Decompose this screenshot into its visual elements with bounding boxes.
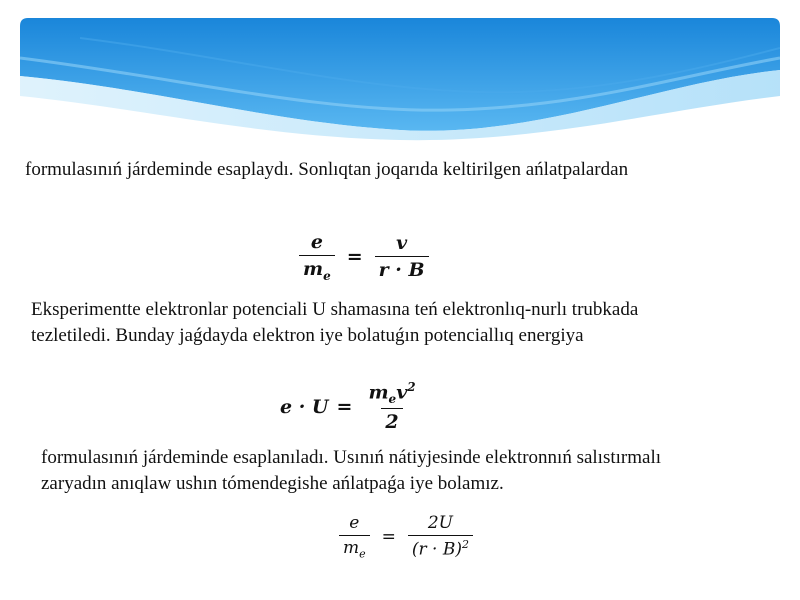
- header-wave-banner: [20, 18, 780, 143]
- num-m: m: [368, 381, 389, 404]
- numerator: e: [349, 513, 360, 533]
- formula-charge-mass-ratio-result: [335, 513, 477, 560]
- denominator: [408, 535, 473, 560]
- den-base: (r · B): [411, 540, 462, 561]
- paragraph-2-line-2: tezletiledi. Bunday jaǵdayda elektron iye bolatuǵın potenciallıq energiya: [31, 325, 584, 346]
- paragraph-1: [25, 157, 628, 183]
- fraction-v-over-rb: [375, 232, 429, 281]
- den-base: m: [303, 258, 324, 280]
- paragraph-1-line: formulasınıń járdeminde esaplaydı. Sonlıqtan joqarıda keltirilgen ańlatpalardan: [25, 159, 629, 180]
- paragraph-2-line-1: Eksperimentte elektronlar potenciali U shamasına teń elektronlıq-nurlı trubkada: [31, 299, 639, 320]
- paragraph-3-line-1: formulasınıń járdeminde esaplanıladı. Usınıń nátiyjesinde elektronnıń salıstırmalı: [41, 447, 661, 468]
- numerator: e: [310, 231, 323, 253]
- equals-sign: =: [346, 245, 363, 268]
- fraction-e-over-me: [339, 513, 370, 560]
- formula-charge-mass-ratio-velocity: [295, 231, 433, 283]
- wave-graphic: [20, 18, 780, 143]
- den-base: m: [343, 538, 360, 558]
- numerator: 2U: [427, 513, 454, 534]
- formula-potential-energy: [280, 380, 424, 433]
- lhs-eu: e · U: [280, 395, 329, 418]
- fraction-mev2-over-2: [364, 380, 419, 433]
- den-subscript: e: [359, 547, 366, 561]
- denominator: r · B: [375, 256, 429, 281]
- equals-sign: =: [381, 526, 396, 547]
- paragraph-2: [31, 297, 638, 349]
- den-superscript: 2: [462, 538, 469, 552]
- num-subscript: e: [388, 392, 397, 407]
- den-subscript: e: [323, 268, 331, 283]
- denominator: 2: [381, 408, 402, 433]
- paragraph-3-line-2: zaryadın anıqlaw ushın tómendegishe ańlatpaǵa iye bolamız.: [41, 473, 504, 494]
- equals-sign: =: [336, 395, 353, 418]
- numerator: v: [396, 232, 408, 255]
- denominator: [299, 255, 335, 283]
- num-superscript: 2: [407, 380, 416, 394]
- numerator: [364, 380, 419, 408]
- fraction-e-over-me: [299, 231, 335, 283]
- num-v: v: [396, 381, 408, 404]
- paragraph-3: [41, 445, 661, 497]
- fraction-2u-over-rb-squared: [408, 513, 473, 560]
- denominator: [339, 535, 370, 560]
